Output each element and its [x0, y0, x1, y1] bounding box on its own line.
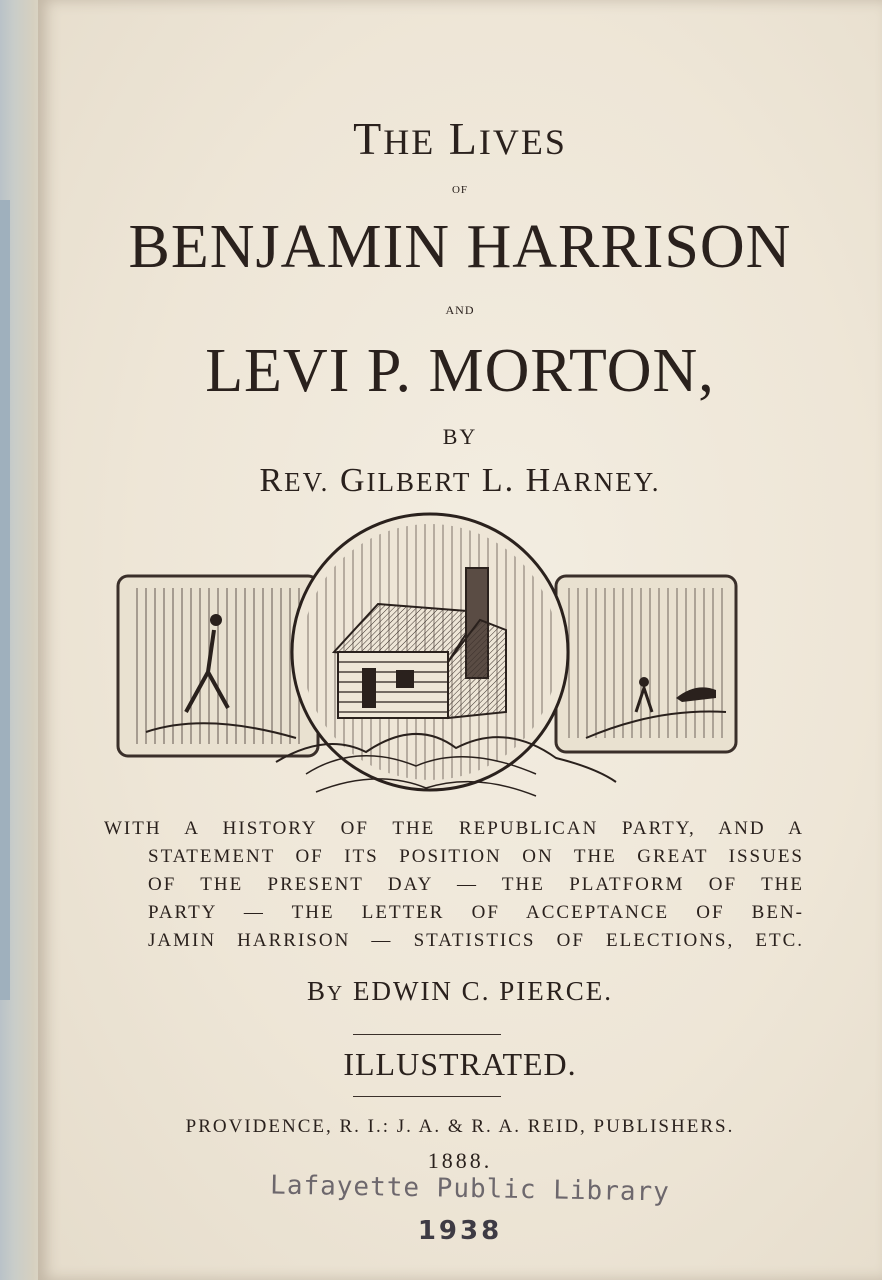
illustrated-label: ILLUSTRATED. [343, 1046, 577, 1082]
subtitle-line: PARTY — THE LETTER OF ACCEPTANCE OF BEN- [148, 902, 804, 923]
library-stamp-year: 1938 [417, 1216, 503, 1246]
log-cabin-vignette [116, 512, 740, 808]
title-of: OF [451, 184, 469, 196]
title-page [38, 0, 882, 1280]
publication-year: 1888. [427, 1148, 493, 1173]
publisher-line: PROVIDENCE, R. I.: J. A. & R. A. REID, PUBLISHERS. [185, 1116, 735, 1137]
subtitle-line: WITH A HISTORY OF THE REPUBLICAN PARTY, AND A [104, 818, 804, 839]
title-benjamin-harrison: BENJAMIN HARRISON [128, 213, 792, 281]
adjacent-page-strip [0, 200, 10, 1000]
title-and: AND [445, 303, 475, 317]
subtitle-line: OF THE PRESENT DAY — THE PLATFORM OF THE [148, 874, 804, 895]
title-the-lives: THE LIVES [353, 113, 567, 164]
subtitle-block [104, 815, 804, 955]
title-levi-p-morton: LEVI P. MORTON, [205, 337, 715, 405]
subtitle-line: STATEMENT OF ITS POSITION ON THE GREAT ISSUES [148, 846, 804, 867]
byline-edwin-pierce: BY EDWIN C. PIERCE. [307, 976, 613, 1006]
by-label: BY [442, 424, 478, 449]
library-stamp: Lafayette Public Library [269, 1170, 671, 1208]
author-line: REV. GILBERT L. HARNEY. [259, 462, 661, 499]
divider-top [353, 1034, 501, 1035]
divider-bottom [353, 1096, 501, 1097]
subtitle-line: JAMIN HARRISON — STATISTICS OF ELECTIONS, ETC. [148, 930, 804, 951]
